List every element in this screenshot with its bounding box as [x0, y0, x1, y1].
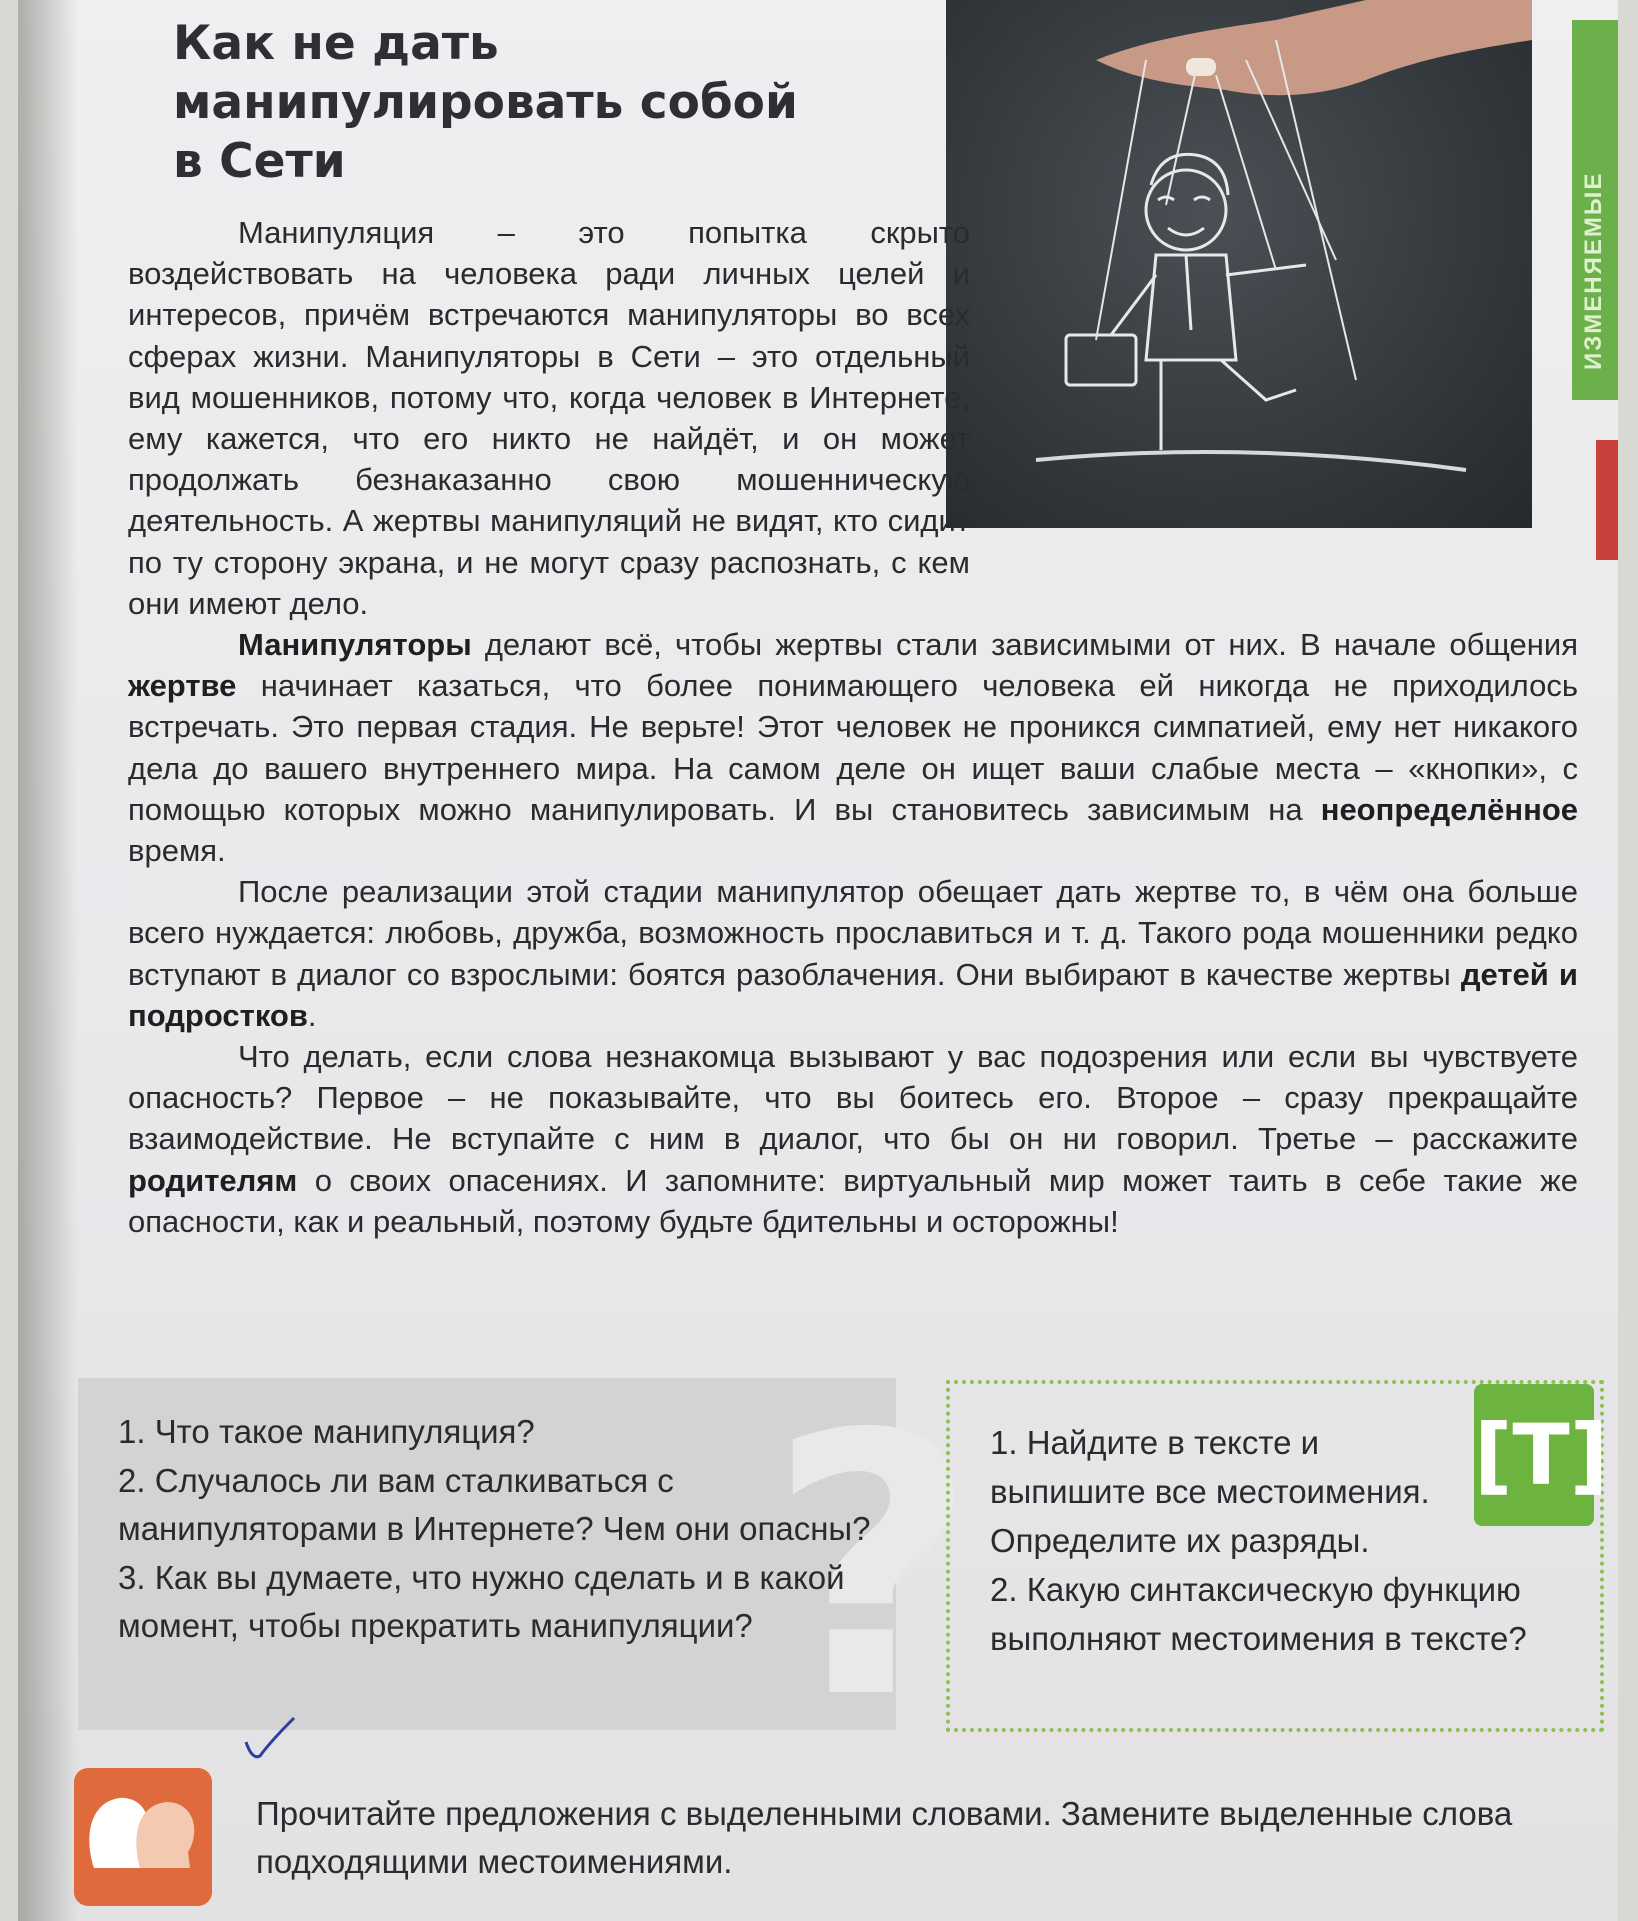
bold-word: неопределённое [1320, 791, 1578, 827]
bold-word: Манипуляторы [238, 627, 472, 663]
task-item: 2. Какую синтаксическую функцию выполняют местоимения в тексте? [990, 1571, 1527, 1657]
task-item: 1. Найдите в тексте и выпишите все местоимения. Определите их разряды. [990, 1424, 1430, 1559]
paragraph-advice: Что делать, если слова незнакомца вызывают у вас подозрения или если вы чувствуете опасность? Первое – не показывайте, что вы боитесь его. Второе – сразу прекращайте взаимодействие. Не вступайте с ним в диалог, что бы он ни говорил. Третье – расскажите родителям о своих опасениях. И запомните: виртуальный мир может таить в себе такие же опасности, как и реальный, поэтому будьте бдительны и осторожны! [128, 1039, 1578, 1239]
paragraph-stages: После реализации этой стадии манипулятор обещает дать жертве то, в чём она больше всего нуждается: любовь, дружба, возможность прославиться и т. д. Такого рода мошенники редко вступают в диалог со взрослыми: боятся разоблачения. Они выбирают в качестве жертвы детей и подростков. [128, 874, 1578, 1033]
pair-work-icon [74, 1768, 212, 1906]
question-item: 3. Как вы думаете, что нужно сделать и в какой момент, чтобы прекратить манипуляции? [118, 1558, 845, 1644]
task-list [990, 1418, 1527, 1663]
binding-shadow [18, 0, 78, 1921]
question-item: 2. Случалось ли вам сталкиваться с манипуляторами в Интернете? Чем они опасны? [118, 1461, 871, 1547]
side-marker [1596, 440, 1618, 560]
question-item: 1. Что такое манипуляция? [118, 1413, 535, 1450]
article-body [128, 212, 1578, 1242]
question-mark-icon: ? [768, 1358, 977, 1777]
question-list [118, 1408, 878, 1651]
questions-box [78, 1358, 977, 1777]
text-task-badge: [T] [1474, 1384, 1594, 1526]
tasks-box [946, 1380, 1609, 1732]
paragraph-manipulators: Манипуляторы делают всё, чтобы жертвы стали зависимыми от них. В начале общения жертве начинает казаться, что более понимающего человека ей никогда не приходилось встречать. Это первая стадия. Не верьте! Этот человек не проникся симпатией, ему нет никакого дела до вашего внутреннего мира. На самом деле он ищет ваши слабые места – «кнопки», с помощью которых можно манипулировать. И вы становитесь зависимым на неопределённое время. [128, 627, 1578, 869]
handwritten-check-icon [240, 1712, 300, 1772]
side-tab-label: ИЗМЕНЯЕМЫЕ [1580, 171, 1607, 370]
bold-word: детей и подростков [128, 956, 1578, 1033]
intro-paragraph: Манипуляция – это попытка скрыто воздействовать на человека ради личных целей и интересов, причём встречаются манипуляторы во всех сферах жизни. Манипуляторы в Сети – это отдельный вид мошенников, потому что, когда человек в Интернете, ему кажется, что его никто не найдёт, и он может продолжать безнаказанно свою мошенническую деятельность. А жертвы манипуляций не видят, кто сидит по ту сторону экрана, и не могут сразу распознать, с кем они имеют дело. [128, 215, 970, 621]
pair-task-instruction: Прочитайте предложения с выделенными словами. Замените выделенные слова подходящими местоимениями. [256, 1795, 1513, 1880]
textbook-page [18, 0, 1618, 1921]
bold-word: родителям [128, 1162, 298, 1198]
bold-word: жертве [128, 668, 237, 704]
page-title: Как не дать манипулировать собой в Сети [173, 16, 798, 189]
